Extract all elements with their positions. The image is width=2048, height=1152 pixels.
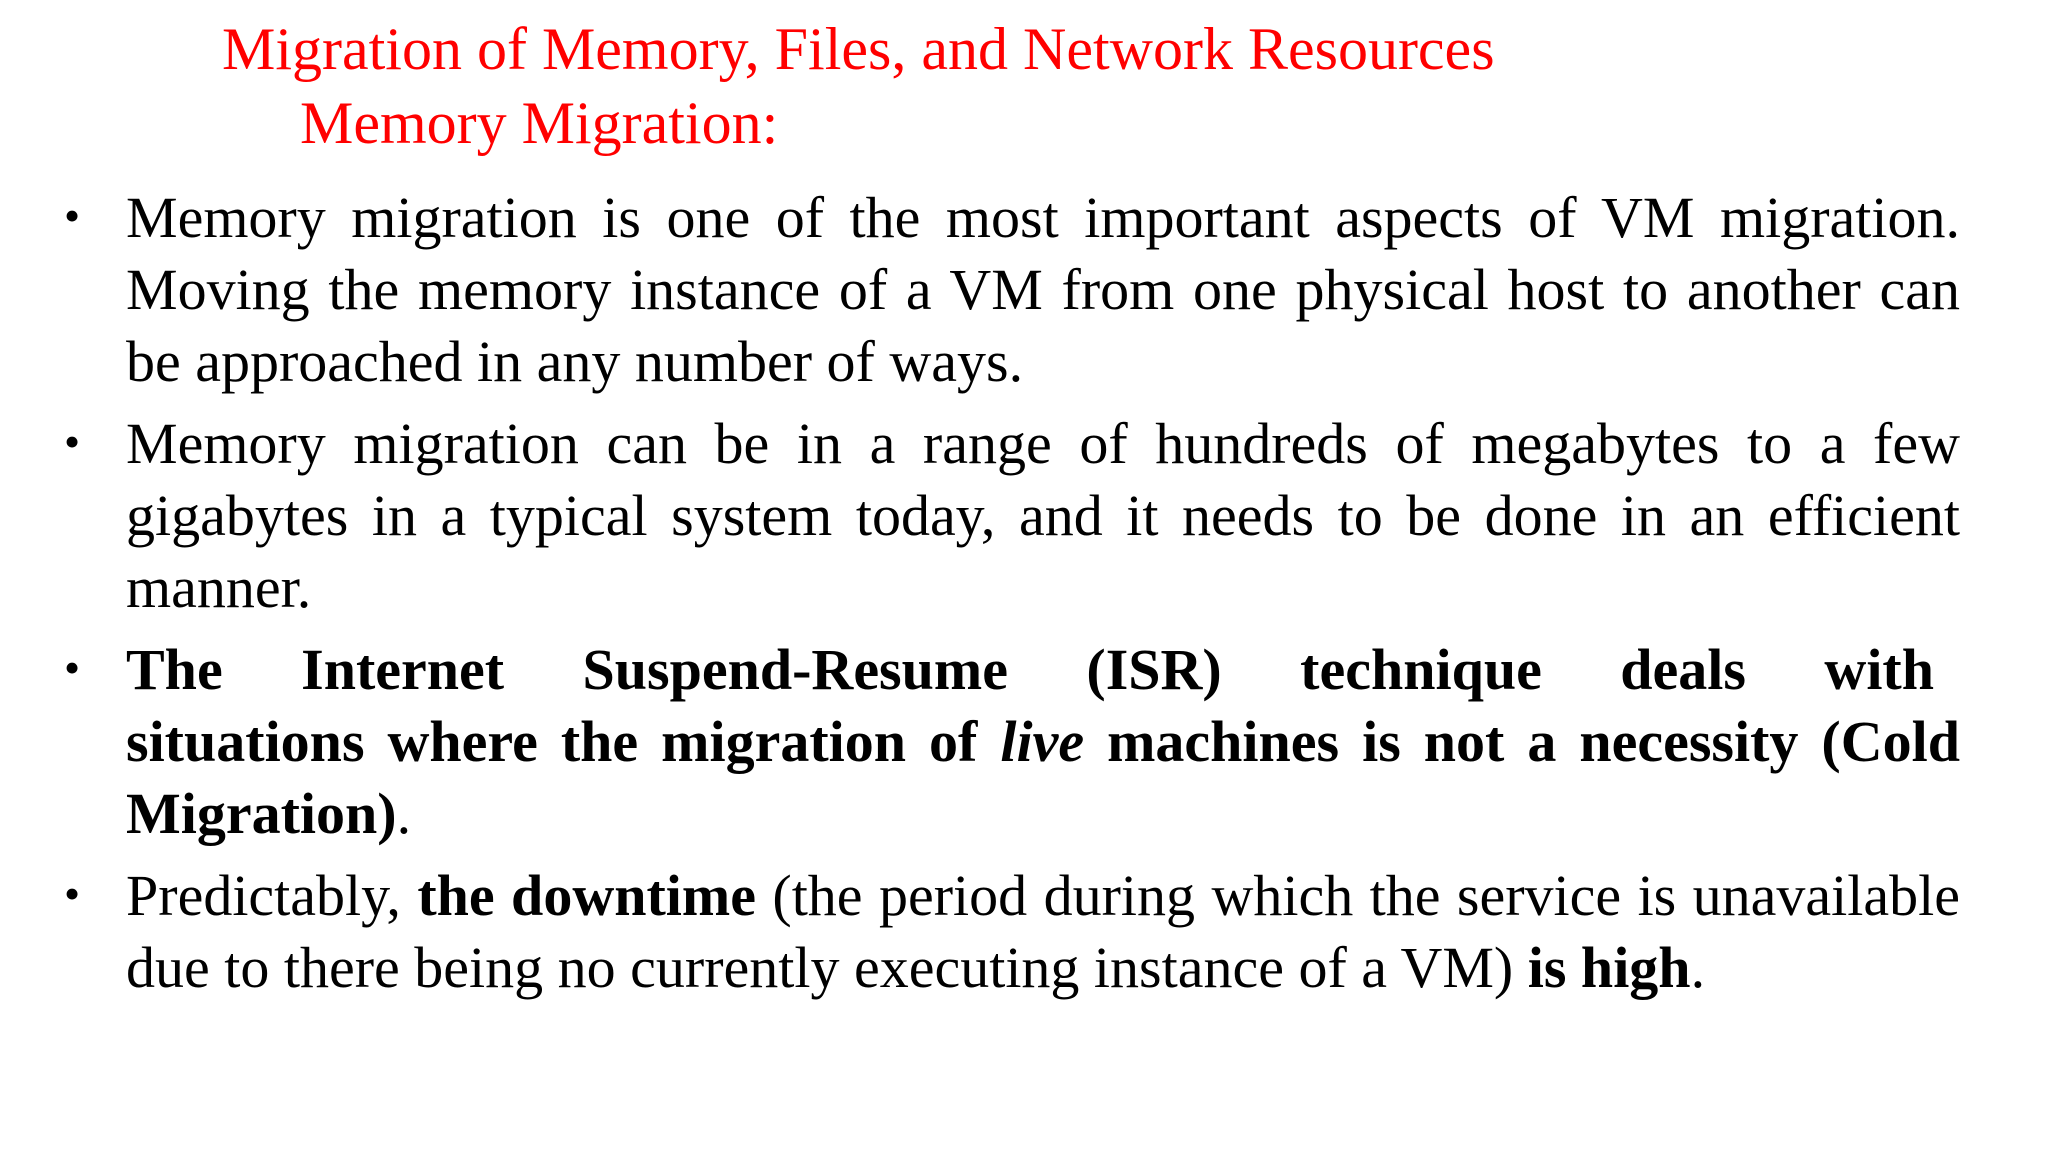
bullet-text: . — [1690, 935, 1706, 1000]
bullet-item — [126, 408, 1960, 624]
bullet-text-bold: The Internet Suspend-Resume (ISR) technique deals with — [126, 637, 1934, 702]
bullet-item — [126, 634, 1960, 850]
slide-title: Migration of Memory, Files, and Network Resources — [222, 16, 1495, 82]
slide-subtitle: Memory Migration: — [300, 90, 779, 156]
bullet-text-bold: is high — [1527, 935, 1691, 1000]
bullet-text: Predictably, — [126, 863, 418, 928]
bullet-marker: • — [64, 642, 81, 693]
bullet-text: . — [396, 781, 412, 846]
bullet-text-bold: machines is not a necessity (Cold Migration) — [126, 709, 1960, 846]
bullet-item — [126, 860, 1960, 1004]
bullet-marker: • — [64, 868, 81, 919]
bullet-text: Memory migration is one of the most important aspects of VM migration. Moving the memory instance of a VM from one physical host to another can be approached in any number of ways. — [126, 185, 1960, 394]
bullet-marker: • — [64, 416, 81, 467]
bullet-text-bold-italic: live — [1000, 709, 1085, 774]
bullet-text-bold: situations where the migration of — [126, 709, 1001, 774]
bullet-marker: • — [64, 190, 81, 241]
bullet-text-bold: the downtime — [417, 863, 756, 928]
bullet-text: Memory migration can be in a range of hundreds of megabytes to a few gigabytes in a typical system today, and it needs to be done in an efficient manner. — [126, 411, 1960, 620]
bullet-item — [126, 182, 1960, 398]
bullet-text: (the period during which the service is unavailable due to there being no currently executing instance of a VM) — [126, 863, 1960, 1000]
